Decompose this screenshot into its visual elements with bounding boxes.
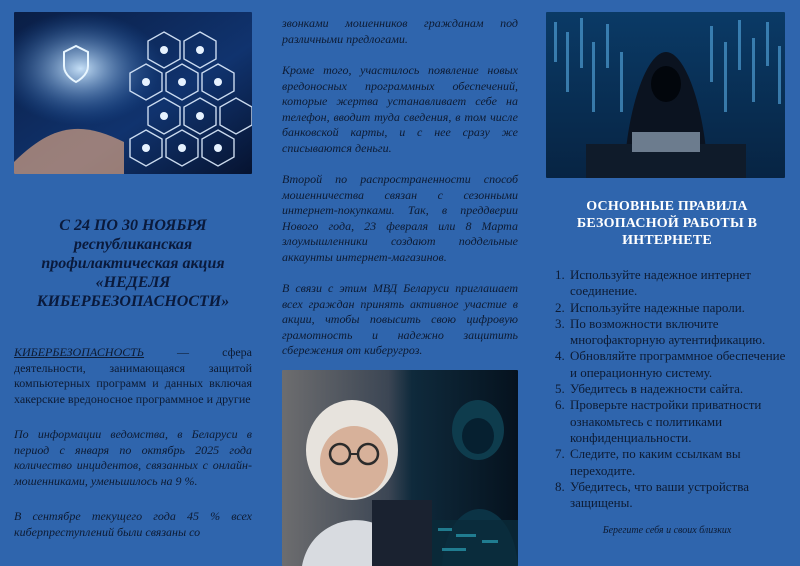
rules-list xyxy=(546,267,788,511)
rule-item: 5. Убедитесь в надежности сайта. xyxy=(568,381,788,397)
cyber-security-image xyxy=(14,12,252,174)
grandma-hacker-illustration xyxy=(282,370,518,566)
hacker-image xyxy=(546,12,785,178)
definition-paragraph xyxy=(14,345,252,407)
footer-note: Берегите себя и своих близких xyxy=(602,525,732,537)
rules-title: ОСНОВНЫЕ ПРАВИЛА БЕЗОПАСНОЙ РАБОТЫ В ИНТЕРНЕТЕ xyxy=(576,199,758,248)
mvd-paragraph: В связи с этим МВД Беларуси приглашает всех граждан принять активное участие в акции, чтобы повысить свою цифровую грамотность и надежно защитить сбережения от киберугроз. xyxy=(282,281,518,357)
rule-item: 2. Используйте надежные пароли. xyxy=(568,300,788,316)
rule-item: 6. Проверьте настройки приватности ознакомьтесь с политиками конфиденциальности. xyxy=(568,397,788,446)
hooded-hacker-illustration xyxy=(546,12,785,178)
grandma-hacker-image xyxy=(282,370,518,566)
calls-paragraph: звонками мошенников гражданам под различными предлогами. xyxy=(282,16,518,46)
definition-text: — сфера деятельности, занимающаяся защитой компьютерных программ и данных включая хакерские вредоносное программное и другие xyxy=(14,345,252,406)
right-panel xyxy=(534,0,800,566)
rule-item: 3. По возможности включите многофакторную аутентификацию. xyxy=(568,316,788,349)
definition-term: КИБЕРБЕЗОПАСНОСТЬ xyxy=(14,345,145,359)
statistics-paragraph: По информации ведомства, в Беларуси в период с января по октябрь 2025 года количество инцидентов, связанных с онлайн-мошенниками, уменьшилось на 9 %. xyxy=(14,427,252,488)
shopping-paragraph: Второй по распространенности способ мошенничества связан с сезонными интернет-покупками. Так, в преддверии Нового года, 23 февраля или 8 Марта злоумышленники создают поддельные аккаунты интернет-магазинов. xyxy=(282,172,518,264)
rule-item: 1. Используйте надежное интернет соединение. xyxy=(568,267,788,300)
september-paragraph: В сентябре текущего года 45 % всех киберпреступлений были связаны со xyxy=(14,509,252,539)
hexagon-icons-illustration xyxy=(14,12,252,174)
left-panel xyxy=(0,0,266,566)
rule-item: 7. Следите, по каким ссылкам вы переходите. xyxy=(568,446,788,479)
campaign-title: С 24 ПО 30 НОЯБРЯ республиканская профилактическая акция «НЕДЕЛЯ КИБЕРБЕЗОПАСНОСТИ» xyxy=(36,217,230,310)
malware-paragraph: Кроме того, участилось появление новых вредоносных программных обеспечений, которые жертва устанавливает себе на телефон, вводит туда сведения, в том числе банковской карты, и с нее сразу же списываются деньги. xyxy=(282,63,518,155)
middle-panel xyxy=(266,0,534,566)
rule-item: 8. Убедитесь, что ваши устройства защищены. xyxy=(568,479,788,512)
rule-item: 4. Обновляйте программное обеспечение и операционную систему. xyxy=(568,348,788,381)
